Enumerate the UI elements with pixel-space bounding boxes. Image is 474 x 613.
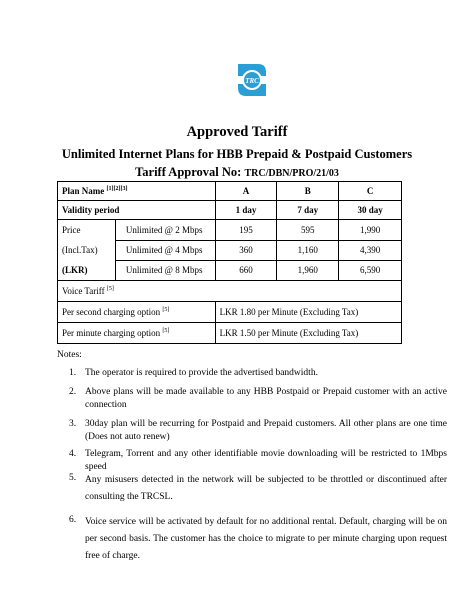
validity-a: 1 day (215, 201, 277, 220)
price-cell: 660 (215, 260, 277, 281)
plan-c-header: C (339, 182, 402, 201)
voice-tariff-label: Voice Tariff [5] (58, 281, 402, 302)
price-cell: 1,160 (277, 240, 339, 260)
plan-name-row (58, 182, 402, 201)
tariff-table (57, 181, 402, 344)
price-cell: 6,590 (339, 260, 402, 281)
per-second-value: LKR 1.80 per Minute (Excluding Tax) (215, 302, 401, 323)
price-row (58, 260, 402, 281)
per-minute-value: LKR 1.50 per Minute (Excluding Tax) (215, 323, 401, 344)
price-cell: 360 (215, 240, 277, 260)
price-cell: 595 (277, 220, 339, 241)
plan-b-header: B (277, 182, 339, 201)
trc-logo (232, 62, 272, 98)
price-cell: 1,960 (277, 260, 339, 281)
price-label-1: Price (58, 220, 116, 241)
price-cell: 1,990 (339, 220, 402, 241)
speed-label: Unlimited @ 2 Mbps (115, 220, 215, 241)
per-minute-label: Per minute charging option [5] (58, 323, 216, 344)
per-minute-row (58, 323, 402, 344)
validity-b: 7 day (277, 201, 339, 220)
per-second-row (58, 302, 402, 323)
per-second-label: Per second charging option [5] (58, 302, 216, 323)
speed-label: Unlimited @ 4 Mbps (115, 240, 215, 260)
validity-c: 30 day (339, 201, 402, 220)
validity-label: Validity period (58, 201, 216, 220)
page-title: Approved Tariff (186, 124, 288, 140)
price-row (58, 220, 402, 241)
price-cell: 195 (215, 220, 277, 241)
price-row (58, 240, 402, 260)
logo-text: TRC (245, 77, 259, 85)
price-label-3: (LKR) (58, 260, 116, 281)
plan-a-header: A (215, 182, 277, 201)
approval-number: TRC/DBN/PRO/21/03 (244, 168, 339, 179)
notes-label: Notes: (57, 350, 82, 360)
speed-label: Unlimited @ 8 Mbps (115, 260, 215, 281)
tariff-approval (0, 165, 474, 180)
price-cell: 4,390 (339, 240, 402, 260)
price-label-2: (Incl.Tax) (58, 240, 116, 260)
page-subtitle: Unlimited Internet Plans for HBB Prepaid & Postpaid Customers (61, 147, 413, 161)
approval-label: Tariff Approval No: (135, 165, 245, 179)
plan-name-label-cell: Plan Name [1][2][3] (58, 182, 216, 201)
validity-row (58, 201, 402, 220)
voice-tariff-row (58, 281, 402, 302)
